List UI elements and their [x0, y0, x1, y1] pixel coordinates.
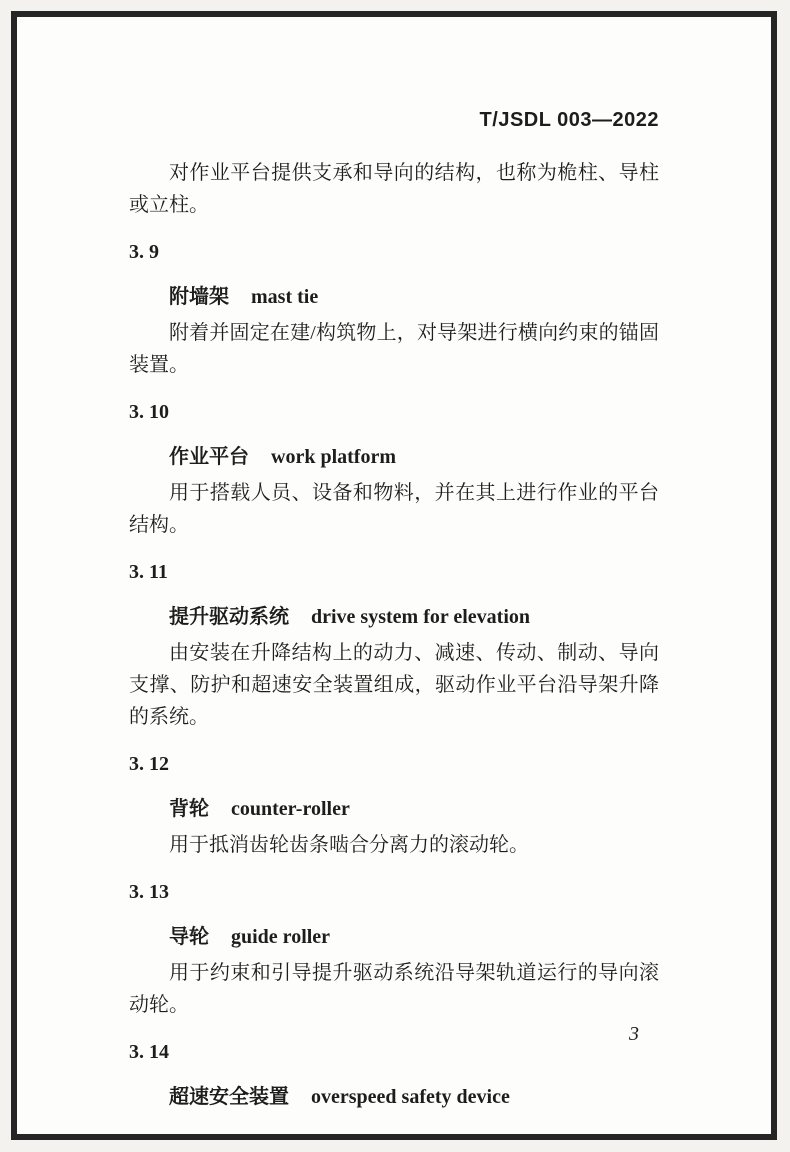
term-section-3-10: [129, 397, 659, 541]
term-english: work platform: [271, 446, 396, 468]
term-heading: [129, 601, 659, 633]
term-heading: [129, 793, 659, 825]
term-heading: [129, 441, 659, 473]
term-heading: [129, 921, 659, 953]
term-english: mast tie: [251, 286, 319, 308]
term-section-3-12: [129, 749, 659, 861]
term-section-3-9: [129, 237, 659, 381]
section-number: 3. 11: [129, 561, 168, 583]
term-chinese: 附墙架: [169, 286, 229, 308]
section-number: 3. 13: [129, 881, 169, 903]
term-definition: 用于搭载人员、设备和物料，并在其上进行作业的平台结构。: [129, 482, 659, 536]
term-chinese: 提升驱动系统: [169, 606, 289, 628]
term-english: counter-roller: [231, 798, 350, 820]
section-number: 3. 9: [129, 241, 159, 263]
document-page: [11, 11, 777, 1140]
term-section-3-14: [129, 1037, 659, 1113]
intro-paragraph: 对作业平台提供支承和导向的结构，也称为桅柱、导柱或立柱。: [129, 162, 659, 216]
term-chinese: 作业平台: [169, 446, 249, 468]
term-definition: 用于抵消齿轮齿条啮合分离力的滚动轮。: [169, 834, 529, 856]
term-section-3-11: [129, 557, 659, 733]
term-chinese: 导轮: [169, 926, 209, 948]
term-english: overspeed safety device: [311, 1086, 510, 1108]
term-section-3-13: [129, 877, 659, 1021]
term-heading: [129, 281, 659, 313]
term-heading: [129, 1081, 659, 1113]
term-definition: 附着并固定在建/构筑物上，对导架进行横向约束的锚固装置。: [129, 322, 659, 376]
section-number: 3. 14: [129, 1041, 169, 1063]
term-english: guide roller: [231, 926, 331, 948]
term-chinese: 背轮: [169, 798, 209, 820]
term-english: drive system for elevation: [311, 606, 531, 628]
term-definition: 用于约束和引导提升驱动系统沿导架轨道运行的导向滚动轮。: [129, 962, 659, 1016]
section-number: 3. 10: [129, 401, 169, 423]
page-number: 3: [629, 1023, 639, 1045]
section-number: 3. 12: [129, 753, 169, 775]
term-definition: 由安装在升降结构上的动力、减速、传动、制动、导向支撑、防护和超速安全装置组成，驱动作业平台沿导架升降的系统。: [129, 642, 659, 728]
doc-number: T/JSDL 003—2022: [479, 109, 659, 131]
term-chinese: 超速安全装置: [169, 1086, 289, 1108]
